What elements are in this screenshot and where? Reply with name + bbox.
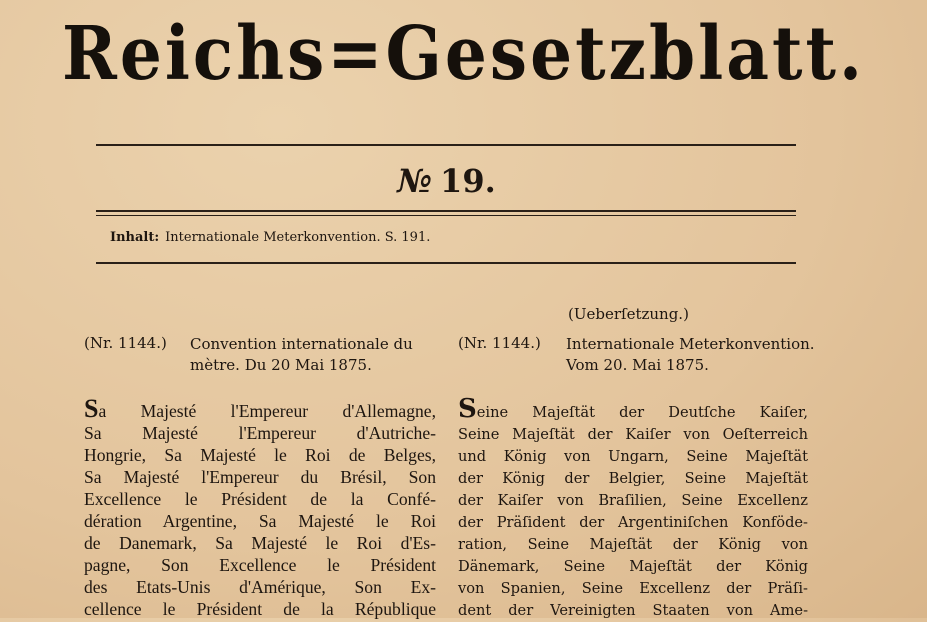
left-title-line1: Convention internationale du [190,335,413,353]
translation-header: (Ueberſetzung.) [568,305,689,323]
rule-double-b [96,215,796,216]
left-body-line: dération Argentine, Sa Majesté le Roi [84,511,436,531]
rule-contents [96,262,796,264]
left-nr: (Nr. 1144.) [84,334,167,352]
right-dropcap: S [458,394,477,424]
left-title [190,334,440,376]
rule-double-a [96,210,796,212]
right-body-line [458,394,808,424]
contents-line [110,230,430,245]
left-body-line: pagne, Son Excellence le Président [84,555,436,575]
numero-symbol: № [397,162,433,200]
right-body-line: der König der Belgier, Seine Majeſtät [458,470,808,487]
left-body-line: Sa Majesté l'Empereur du Brésil, Son [84,467,436,487]
right-line-text: eine Majeſtät der Deutſche Kaiſer, [476,404,808,421]
right-title-line1: Internationale Meterkonvention. [566,335,815,353]
right-body-line: dent der Vereinigten Staaten von Ame- [458,602,808,619]
contents-label: Inhalt: [110,230,160,245]
left-dropcap: S [84,394,99,423]
right-nr: (Nr. 1144.) [458,334,541,352]
left-body-line: des Etats-Unis d'Amérique, Son Ex- [84,577,436,597]
left-body-line: Sa Majesté l'Empereur d'Autriche- [84,423,436,443]
right-body-line: von Spanien, Seine Excellenz der Präſi- [458,580,808,597]
left-body-line: Hongrie, Sa Majesté le Roi de Belges, [84,445,436,465]
left-body-line: cellence le Président de la République [84,599,436,619]
right-body-line: der Präſident der Argentiniſchen Konföde- [458,514,808,531]
masthead-title: Reichs=Gesetzblatt. [62,9,865,97]
issue-number [0,162,893,200]
right-body-line: und König von Ungarn, Seine Majeſtät [458,448,808,465]
right-body-line: Dänemark, Seine Majeſtät der König [458,558,808,575]
right-body [458,394,808,622]
left-line-text: a Majesté l'Empereur d'Allemagne, [98,401,436,421]
right-body-line: der Kaiſer von Braſilien, Seine Excellenz [458,492,808,509]
left-title-line2: mètre. Du 20 Mai 1875. [190,356,372,374]
left-body [84,394,436,620]
rule-top [96,144,796,146]
issue-number-value: 19. [440,162,496,200]
left-body-line: de Danemark, Sa Majesté le Roi d'Es- [84,533,436,553]
left-body-line [84,394,436,423]
right-body-line: ration, Seine Majeſtät der König von [458,536,808,553]
right-title-line2: Vom 20. Mai 1875. [566,356,709,374]
left-body-line: Excellence le Président de la Confé- [84,489,436,509]
contents-text: Internationale Meterkonvention. S. 191. [165,230,431,245]
right-title [566,334,816,376]
right-body-line: Seine Majeſtät der Kaiſer von Oeſterreich [458,426,808,443]
